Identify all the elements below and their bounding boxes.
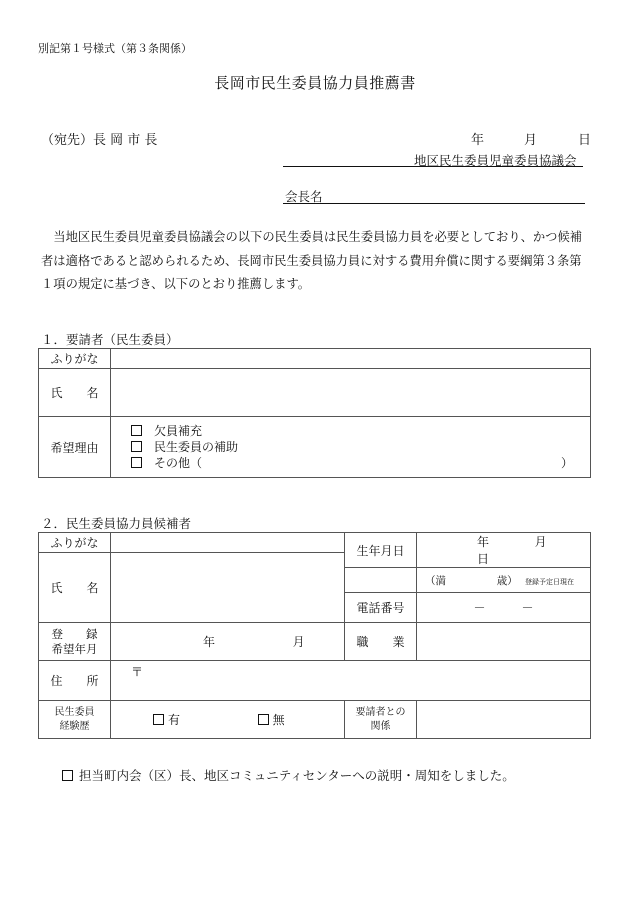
requester-name-field[interactable] (111, 369, 591, 417)
candidate-name-field[interactable] (111, 553, 345, 623)
age-field[interactable] (417, 568, 591, 593)
reg-year: 年 (203, 635, 216, 649)
checkbox-icon[interactable] (153, 714, 164, 725)
candidate-name-label: 氏 名 (39, 553, 111, 623)
experience-no[interactable]: 無 (272, 713, 285, 727)
relationship-label: 要請者との 関係 (345, 701, 417, 739)
relationship-field[interactable] (417, 701, 591, 739)
date-day-label: 日 (578, 133, 592, 148)
intro-paragraph: 当地区民生委員児童委員協議会の以下の民生委員は民生委員協力員を必要としており、かつ候補者は適格であると認められるため、長岡市民生委員協力員に対する費用弁償に関する要綱第３条第１項の規定に基づき、以下のとおり推薦します。 (41, 230, 583, 291)
addressee: （宛先）長 岡 市 長 (41, 133, 158, 148)
registration-field[interactable] (111, 623, 345, 661)
date-year-label: 年 (471, 133, 485, 148)
other-close-paren: ） (561, 456, 574, 470)
checkbox-icon[interactable] (131, 457, 142, 468)
form-number: 別記第１号様式（第３条関係） (38, 42, 192, 55)
confirmation-statement[interactable] (62, 766, 515, 784)
dob-month: 月 (534, 535, 547, 549)
dob-year: 年 (477, 535, 490, 549)
page-title: 長岡市民生委員協力員推薦書 (214, 74, 416, 92)
checkbox-icon[interactable] (258, 714, 269, 725)
experience-label: 民生委員 経験歴 (39, 701, 111, 739)
reason-option-vacancy[interactable]: 欠員補充 (131, 423, 590, 439)
registration-label: 登 録 希望年月 (39, 623, 111, 661)
phone-label: 電話番号 (345, 593, 417, 623)
candidate-furigana-label: ふりがな (39, 533, 111, 553)
confirmation-text: 担当町内会（区）長、地区コミュニティセンターへの説明・周知をしました。 (79, 768, 515, 783)
checkbox-icon[interactable] (131, 441, 142, 452)
reg-month: 月 (292, 635, 305, 649)
reason-options (111, 417, 591, 478)
occupation-label: 職 業 (345, 623, 417, 661)
requester-furigana-field[interactable] (111, 349, 591, 369)
dob-day: 日 (477, 552, 490, 566)
section1-heading: １．要請者（民生委員） (41, 332, 179, 347)
chair-name-field[interactable] (283, 189, 585, 204)
checkbox-icon[interactable] (62, 770, 73, 781)
occupation-field[interactable] (417, 623, 591, 661)
postal-mark: 〒 (131, 665, 144, 679)
dob-field[interactable] (417, 533, 591, 568)
address-field[interactable] (111, 661, 591, 701)
age-close: 歳） (496, 574, 518, 587)
experience-yes[interactable]: 有 (168, 713, 181, 727)
chair-name-label: 会長名 (285, 189, 323, 204)
requester-name-label: 氏 名 (39, 369, 111, 417)
section2-heading: ２．民生委員協力員候補者 (41, 516, 192, 531)
district-council-label: 地区民生委員児童委員協議会 (414, 153, 577, 168)
age-open: （満 (425, 574, 446, 587)
candidate-table (38, 532, 591, 739)
checkbox-icon[interactable] (131, 425, 142, 436)
address-label: 住 所 (39, 661, 111, 701)
phone-field[interactable]: － － (417, 593, 591, 623)
age-note: 登録予定日現在 (525, 577, 575, 586)
date-month-label: 月 (524, 133, 538, 148)
dob-label: 生年月日 (345, 533, 417, 568)
reason-option-assist[interactable]: 民生委員の補助 (131, 439, 590, 455)
requester-furigana-label: ふりがな (39, 349, 111, 369)
reason-label: 希望理由 (39, 417, 111, 478)
experience-field (111, 701, 345, 739)
requester-table (38, 348, 591, 478)
candidate-furigana-field[interactable] (111, 533, 345, 553)
reason-option-other[interactable]: その他（ ） (131, 455, 590, 471)
